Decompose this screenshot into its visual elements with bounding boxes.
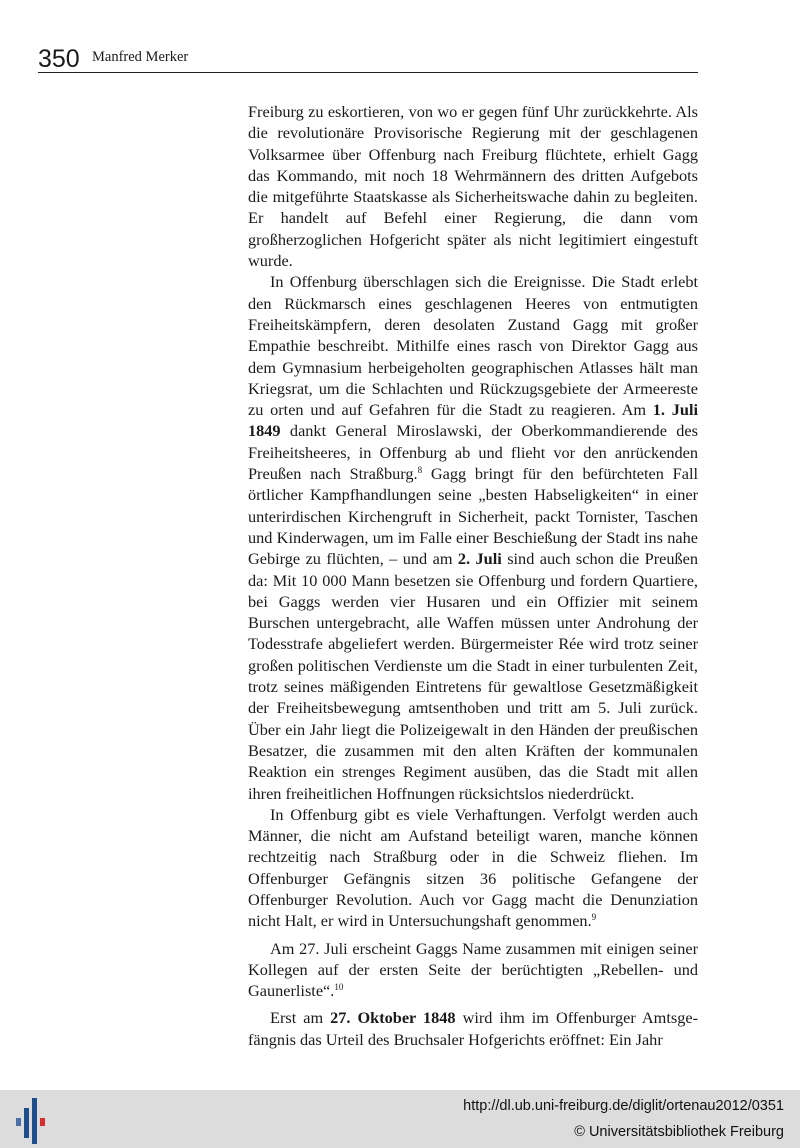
ub-freiburg-logo-icon: [10, 1096, 50, 1144]
paragraph: In Offenburg überschlagen sich die Ereignisse. Die Stadt erlebt den Rückmarsch eines geschlagenen Heeres von entmutigten Freiheitskämpfern, deren desolaten Zustand Gagg mit großer Empathie beschreibt. Mithilfe eines rasch von Direktor Gagg aus dem Gymnasium herbeigeholten geographischen Atlasses hält man Kriegsrat, um die Schlachten und Rückzugsgebiete der Armeereste zu orten und auf Gefahren für die Stadt zu reagieren. Am 1. Juli 1849 dankt General Miroslawski, der Oberkommandierende des Freiheitsheeres, in Offenburg ab und flieht vor den anrückenden Preußen nach Straßburg.$^8$ Gagg bringt für den befürchteten Fall örtlicher Kampfhandlungen seine „besten Habseligkeiten“ in einer unterirdischen Kirchengruft in Sicherheit, packt Tornister, Taschen und Kinderwagen, um im Falle einer Beschießung der Stadt ins nahe Gebirge zu flüchten, – und am 2. Juli sind auch schon die Preußen da: Mit 10 000 Mann besetzen sie Offenburg und fordern Quartiere, bei Gaggs werden vier Husaren und ein Offizier mit seinem Burschen untergebracht, alle Waffen müssen unter Androhung der Todesstrafe abgeliefert werden. Bürgermeister Rée wird trotz seiner großen politischen Verdienste um die Stadt in einer turbulenten Zeit, trotz seines mäßigenden Eintretens für gewaltlose Gesetzmäßigkeit der Freiheitsbewegung amtsenthoben und tritt am 5. Juli zurück. Über ein Jahr liegt die Polizeigewalt in den Händen der preußischen Besatzer, die zusammen mit den alten Kräften der kommunalen Reaktion ein strenges Regiment ausüben, das die Stadt mit allen ihren freiheitlichen Hoffnungen rücksichtslos niederdrückt.: [248, 272, 698, 803]
source-url-link[interactable]: http://dl.ub.uni-freiburg.de/diglit/ortenau2012/0351: [463, 1098, 784, 1114]
date-emphasis: 27. Oktober 1848: [330, 1008, 456, 1028]
date-emphasis: 1. Juli 1849: [248, 400, 698, 441]
paragraph: Am 27. Juli erscheint Gaggs Name zusammen mit einigen seiner Kollegen auf der ersten Seite der berüchtigten „Rebellen- und Gaunerliste“.$^{10}$: [248, 938, 698, 1001]
date-emphasis: 2. Juli: [457, 549, 502, 569]
footnote-ref: 9: [591, 912, 597, 923]
paragraph: In Offenburg gibt es viele Verhaftungen. Verfolgt werden auch Männer, die nicht am Aufstand beteiligt waren, manche können rechtzeitig nach Straßburg oder in die Schweiz fliehen. Im Offenburger Gefängnis sitzen 36 politische Gefangene der Offenburger Revolution. Auch vor Gagg macht die Denunziation nicht Halt, er wird in Untersuchungshaft genommen.$^9$: [248, 804, 698, 931]
copyright-notice: © Universitätsbibliothek Freiburg: [574, 1124, 784, 1140]
footnote-ref: 8: [417, 465, 423, 476]
footer-bar: [0, 1090, 800, 1148]
footnote-ref: 10: [334, 982, 344, 993]
page-header: [38, 46, 698, 73]
paragraph: Erst am 27. Oktober 1848 wird ihm im Offenburger Amtsgefängnis das Urteil des Bruchsaler Hofgerichts eröffnet: Ein Jahr: [248, 1008, 698, 1049]
page-number: 350: [38, 45, 80, 73]
article-body: [248, 101, 698, 1050]
paragraph: Freiburg zu eskortieren, von wo er gegen fünf Uhr zurückkehrte. Als die revolutionäre Provisorische Regierung mit der geschlagenen Volksarmee über Offenburg nach Freiburg flüchtete, erhielt Gagg das Kommando, mit noch 18 Wehrmännern des dritten Aufgebots die mitgeführte Staatskasse als Sicherheitswache dahin zu begleiten. Er handelt auf Befehl einer Regierung, die dann vom großherzoglichen Hofgericht später als nicht legitimiert eingestuft wurde.: [248, 102, 698, 271]
running-head-author: Manfred Merker: [92, 49, 189, 65]
